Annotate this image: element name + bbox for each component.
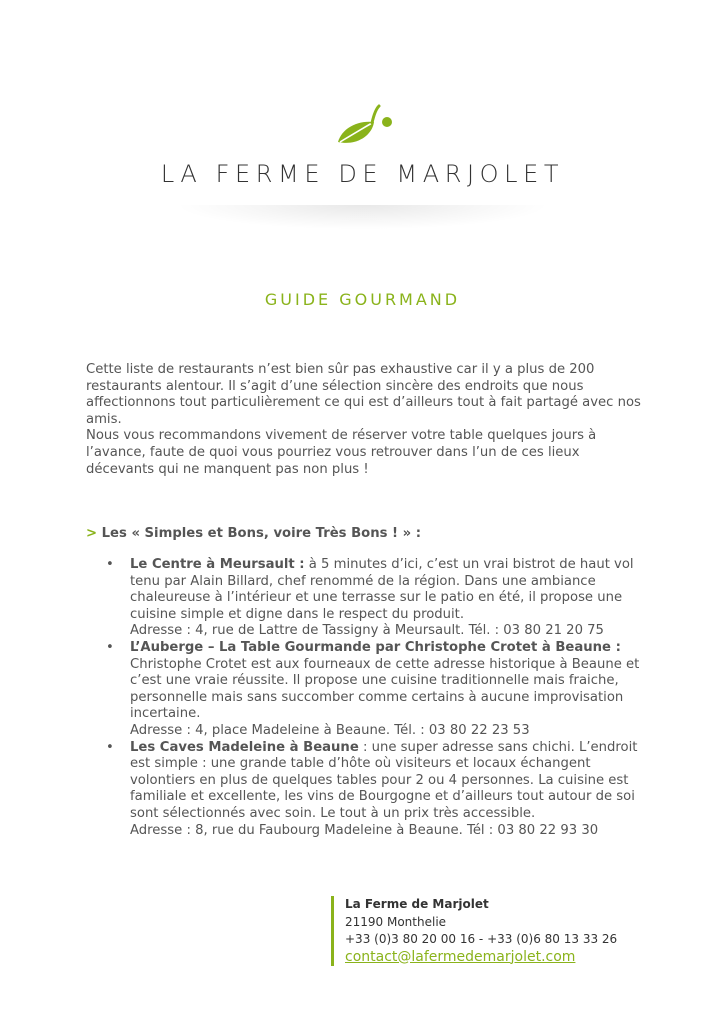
restaurant-list <box>86 557 646 839</box>
section-heading <box>86 526 646 541</box>
list-item <box>86 640 646 740</box>
restaurant-name: L’Auberge – La Table Gourmande par Christophe Crotet à Beaune : <box>130 639 621 655</box>
restaurant-description: Christophe Crotet est aux fourneaux de cette adresse historique à Beaune et c’est une vraie réussite. Il propose une cuisine traditionnelle mais fraiche, personnelle mais sans succomber comme certains à aucune improvisation incertaine. <box>130 656 640 722</box>
leaf-icon <box>328 100 398 150</box>
intro-paragraph: Cette liste de restaurants n’est bien sûr pas exhaustive car il y a plus de 200 restaurants alentour. Il s’agit d’une sélection sincère des endroits que nous affectionnons tout particulièrement ce qui est d’ailleurs tout à fait partagé avec nos amis. <box>86 362 641 427</box>
contact-block <box>331 896 617 966</box>
bullet-icon: • <box>106 739 114 755</box>
section-title: Les « Simples et Bons, voire Très Bons ! » : <box>101 526 422 541</box>
restaurant-name: Les Caves Madeleine à Beaune <box>130 739 359 755</box>
list-item <box>86 557 646 640</box>
contact-name: La Ferme de Marjolet <box>345 897 489 911</box>
restaurant-description: : une super adresse sans chichi. L’endroit est simple : une grande table d’hôte où visiteurs et locaux échangent volontiers en plus de quelques tables pour 2 ou 4 personnes. La cuisine est familiale et excellente, les vins de Bourgogne et d’ailleurs tout autour de soi sont sélectionnés avec soin. Le tout à un prix très accessible. <box>130 739 638 821</box>
brand-name: LA FERME DE MARJOLET <box>160 160 565 188</box>
contact-phones: +33 (0)3 80 20 00 16 - +33 (0)6 80 13 33 26 <box>345 932 618 946</box>
intro <box>86 362 646 478</box>
chevron-right-icon: > <box>86 526 98 541</box>
restaurant-name: Le Centre à Meursault : <box>130 557 305 572</box>
bullet-icon: • <box>106 557 114 572</box>
bullet-icon: • <box>106 639 114 655</box>
restaurant-address: Adresse : 8, rue du Faubourg Madeleine à Beaune. Tél : 03 80 22 93 30 <box>130 822 599 838</box>
contact-email-link[interactable]: contact@lafermedemarjolet.com <box>345 948 576 965</box>
contact-city: 21190 Monthelie <box>345 914 447 929</box>
restaurant-description: à 5 minutes d’ici, c’est un vrai bistrot de haut vol tenu par Alain Billard, chef renommé de la région. Dans une ambiance chaleureuse à l’intérieur et une terrasse sur le patio en été, il propose une cuisine simple et digne dans le respect du produit. <box>130 557 634 622</box>
intro-paragraph: Nous vous recommandons vivement de réserver votre table quelques jours à l’avance, faute de quoi vous pourriez vous retrouver dans l’un de ces lieux décevants qui ne manquent pas non plus ! <box>86 428 597 477</box>
header-shadow <box>180 205 545 229</box>
restaurant-address: Adresse : 4, rue de Lattre de Tassigny à Meursault. Tél. : 03 80 21 20 75 <box>130 623 604 639</box>
logo <box>0 100 725 150</box>
restaurant-address: Adresse : 4, place Madeleine à Beaune. Tél. : 03 80 22 23 53 <box>130 722 530 738</box>
page-title: GUIDE GOURMAND <box>264 290 461 309</box>
list-item <box>86 740 646 840</box>
